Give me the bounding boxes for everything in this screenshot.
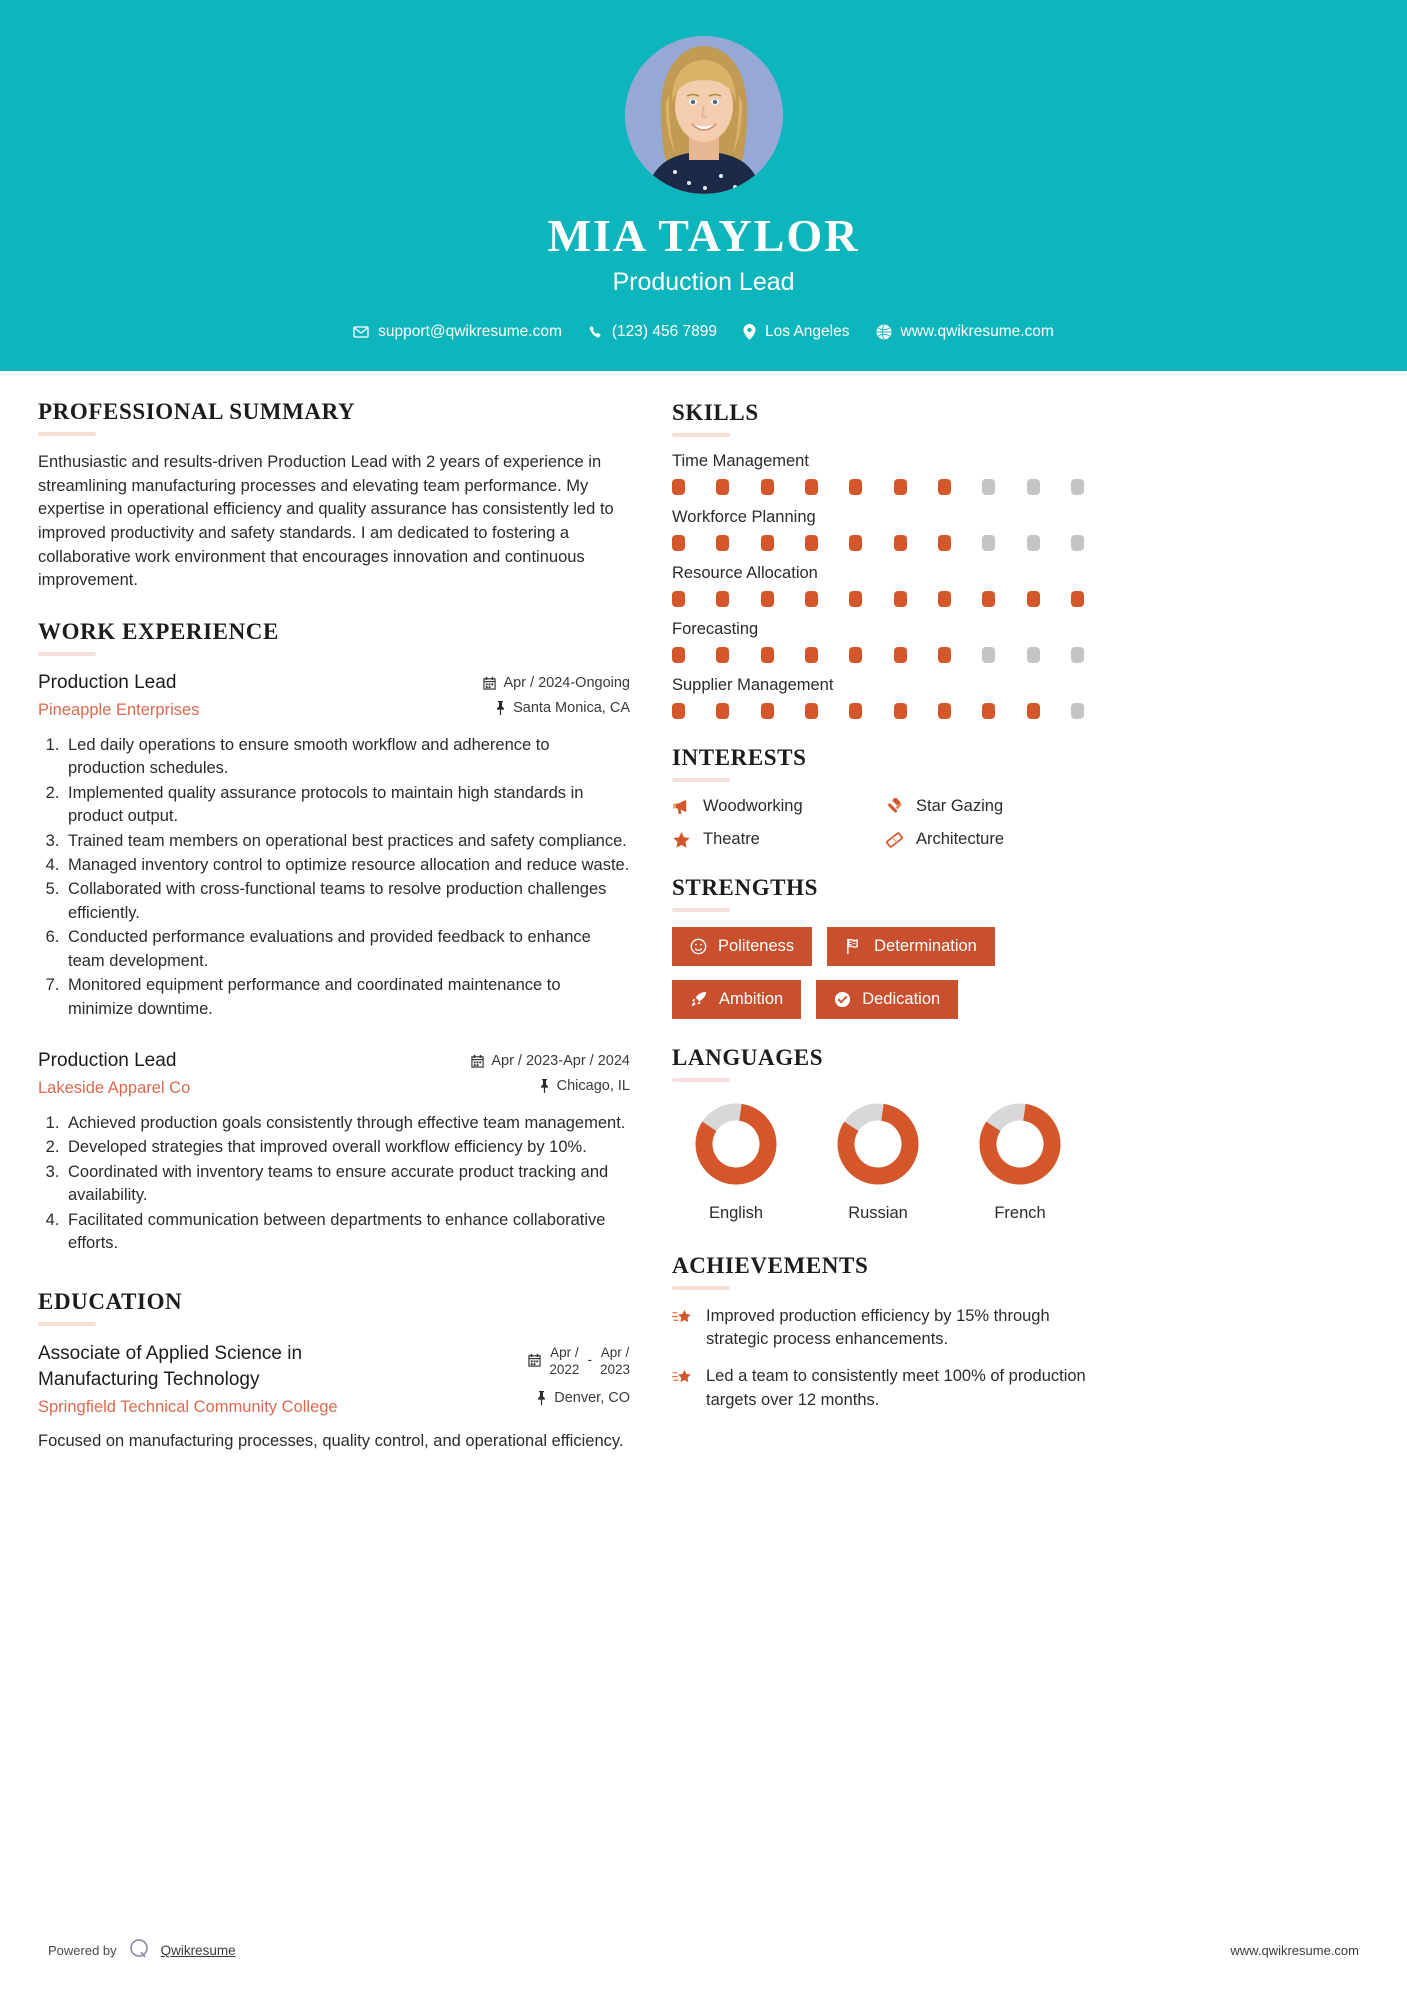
section-title-strengths: STRENGTHS: [672, 875, 819, 901]
strength-badge: [816, 980, 958, 1019]
interest-label: Architecture: [916, 830, 1005, 849]
section-divider: [38, 432, 96, 436]
contact-phone-text: (123) 456 7899: [611, 323, 718, 341]
skill-dot: [982, 535, 995, 551]
calendar-icon: [528, 1353, 541, 1371]
skill-label: Time Management: [672, 452, 809, 471]
skill-dot: [982, 479, 995, 495]
resume-body: [0, 371, 1407, 1917]
job-bullet: 2. Developed strategies that improved overall workflow efficiency by 10%.: [64, 1136, 630, 1159]
interest-item: [672, 797, 879, 816]
job-bullet: 3. Trained team members on operational best practices and safety compliance.: [64, 830, 630, 853]
achievement-text: Improved production efficiency by 15% through strategic process enhancements.: [706, 1307, 1050, 1349]
job-bullet: 3. Coordinated with inventory teams to ensure accurate product tracking and availability.: [64, 1161, 630, 1208]
strength-badge: [672, 927, 812, 966]
skill-dot: [938, 535, 951, 551]
section-strengths: [672, 875, 1092, 1019]
strength-label: Determination: [874, 937, 977, 956]
education-item: [38, 1341, 630, 1453]
job-bullet: 4. Facilitated communication between departments to enhance collaborative efforts.: [64, 1209, 630, 1256]
flag-icon: [845, 938, 863, 955]
skill-dot: [938, 703, 951, 719]
skill-dot: [716, 703, 729, 719]
left-column: [38, 399, 630, 1917]
location-pin-icon: [743, 324, 756, 340]
skill-dot: [894, 647, 907, 663]
skill-dot: [805, 479, 818, 495]
interest-label: Star Gazing: [916, 797, 1004, 816]
job-bullet: 2. Implemented quality assurance protocols to maintain high standards in product output.: [64, 782, 630, 829]
section-title-professional-summary: PROFESSIONAL SUMMARY: [38, 399, 356, 425]
skill-row: [672, 676, 1092, 719]
check-circle-icon: [834, 991, 851, 1008]
powered-by-label: Powered by: [48, 1943, 117, 1958]
footer-website[interactable]: www.qwikresume.com: [1230, 1943, 1359, 1958]
education-date-start: Apr / 2022: [549, 1345, 580, 1377]
section-divider: [672, 778, 730, 782]
language-donut-chart: [973, 1097, 1067, 1191]
education-location-text: Denver, CO: [554, 1390, 630, 1407]
section-skills: [672, 400, 1092, 719]
skill-label: Workforce Planning: [672, 508, 816, 527]
job-role: Production Lead: [38, 1049, 177, 1071]
skill-dot: [716, 479, 729, 495]
footer-powered-by: [48, 1937, 236, 1964]
section-divider: [38, 652, 96, 656]
contact-email[interactable]: [353, 323, 562, 341]
megaphone-icon: [672, 798, 691, 815]
skill-dot: [1071, 647, 1084, 663]
strength-label: Dedication: [862, 990, 941, 1009]
skill-rating: [672, 535, 1084, 551]
calendar-icon: [483, 676, 496, 690]
job-bullet: 5. Collaborated with cross-functional teams to resolve production challenges efficiently.: [64, 878, 630, 925]
contact-location-text: Los Angeles: [765, 323, 850, 341]
qwikresume-logo-icon: [127, 1937, 151, 1964]
section-work-experience: [38, 619, 630, 1256]
job-date-text: Apr / 2023-Apr / 2024: [491, 1052, 630, 1069]
education-date: [528, 1345, 630, 1378]
gavel-icon: [885, 798, 904, 816]
language-item: [672, 1097, 800, 1223]
skill-dot: [849, 535, 862, 551]
contact-phone[interactable]: [588, 323, 717, 341]
skill-dot: [672, 647, 685, 663]
page-title: MIA TAYLOR: [547, 210, 860, 261]
job-date: [440, 1053, 630, 1069]
skill-label: Resource Allocation: [672, 564, 818, 583]
job-location-text: Chicago, IL: [556, 1077, 630, 1094]
skill-dot: [849, 479, 862, 495]
job-company: Pineapple Enterprises: [38, 700, 200, 719]
ticket-icon: [885, 831, 904, 849]
skill-row: [672, 620, 1092, 663]
pushpin-icon: [539, 1079, 550, 1093]
skill-dot: [1071, 703, 1084, 719]
skill-dot: [672, 535, 685, 551]
skill-dot: [1027, 647, 1040, 663]
language-label: Russian: [848, 1204, 908, 1223]
skill-dot: [805, 591, 818, 607]
skill-dot: [672, 591, 685, 607]
right-column: [672, 399, 1092, 1917]
skill-dot: [938, 647, 951, 663]
section-title-work-experience: WORK EXPERIENCE: [38, 618, 279, 644]
education-description: Focused on manufacturing processes, quality control, and operational efficiency.: [38, 1431, 624, 1450]
footer-brand-link[interactable]: Qwikresume: [160, 1943, 236, 1958]
section-languages: [672, 1045, 1092, 1223]
avatar: [625, 36, 783, 194]
skill-dot: [1071, 591, 1084, 607]
achievement-text: Led a team to consistently meet 100% of production targets over 12 months.: [706, 1367, 1086, 1409]
education-degree: Associate of Applied Science in Manufacturing Technology: [38, 1343, 303, 1390]
job-date-text: Apr / 2024-Ongoing: [503, 674, 630, 691]
footer: [0, 1917, 1407, 1990]
section-title-interests: INTERESTS: [672, 745, 807, 771]
skill-label: Forecasting: [672, 620, 759, 639]
skill-dot: [761, 703, 774, 719]
shooting-star-icon: [672, 1365, 693, 1387]
skill-dot: [672, 479, 685, 495]
job-bullets: [64, 734, 630, 1021]
contact-website-text: www.qwikresume.com: [900, 323, 1054, 341]
contact-row: [0, 323, 1407, 341]
skill-label: Supplier Management: [672, 676, 834, 695]
calendar-icon: [471, 1054, 484, 1068]
education-school: Springfield Technical Community College: [38, 1397, 338, 1416]
skill-rating: [672, 703, 1084, 719]
interest-label: Woodworking: [703, 797, 803, 816]
skill-rating: [672, 479, 1084, 495]
languages-list: [672, 1097, 1084, 1223]
achievement-item: [672, 1305, 1092, 1351]
skill-dot: [894, 703, 907, 719]
skill-dot: [1027, 591, 1040, 607]
strength-badge: [672, 980, 801, 1019]
skill-dot: [894, 591, 907, 607]
skill-dot: [894, 479, 907, 495]
skill-dot: [805, 703, 818, 719]
skill-rating: [672, 647, 1084, 663]
interest-item: [672, 830, 879, 849]
skill-dot: [1027, 535, 1040, 551]
job-title: Production Lead: [612, 268, 795, 297]
job-date: [440, 675, 630, 691]
skill-dot: [1027, 479, 1040, 495]
section-title-education: EDUCATION: [38, 1289, 183, 1315]
rocket-icon: [690, 991, 708, 1008]
interests-list: [672, 797, 1092, 849]
skill-dot: [805, 535, 818, 551]
achievement-item: [672, 1365, 1092, 1411]
job-bullet: 1. Achieved production goals consistently through effective team management.: [64, 1112, 630, 1135]
language-donut-chart: [831, 1097, 925, 1191]
job-role: Production Lead: [38, 671, 177, 693]
pushpin-icon: [495, 701, 506, 715]
phone-icon: [588, 325, 603, 340]
skill-dot: [1071, 479, 1084, 495]
contact-email-text: support@qwikresume.com: [378, 323, 562, 341]
section-title-skills: SKILLS: [672, 400, 759, 426]
section-professional-summary: [38, 399, 630, 593]
job-company: Lakeside Apparel Co: [38, 1078, 191, 1097]
skills-list: [672, 452, 1092, 719]
envelope-icon: [353, 324, 369, 340]
education-location: [528, 1390, 630, 1406]
skill-dot: [849, 591, 862, 607]
strengths-list: [672, 927, 1092, 1019]
skill-dot: [982, 591, 995, 607]
skill-dot: [761, 591, 774, 607]
interest-label: Theatre: [703, 830, 760, 849]
skill-dot: [1071, 535, 1084, 551]
job-bullet: 4. Managed inventory control to optimize resource allocation and reduce waste.: [64, 854, 630, 877]
section-interests: [672, 745, 1092, 849]
strength-badge: [827, 927, 995, 966]
job-bullets: [64, 1112, 630, 1256]
smiley-icon: [690, 938, 707, 955]
skill-dot: [938, 591, 951, 607]
language-label: French: [994, 1204, 1046, 1223]
job-bullet: 7. Monitored equipment performance and coordinated maintenance to minimize downtime.: [64, 974, 630, 1021]
pushpin-icon: [536, 1391, 547, 1405]
interest-item: [885, 797, 1092, 816]
skill-dot: [1027, 703, 1040, 719]
skill-row: [672, 564, 1092, 607]
strength-label: Politeness: [718, 937, 795, 956]
skill-dot: [805, 647, 818, 663]
contact-website[interactable]: [876, 323, 1054, 341]
work-experience-item: [38, 1049, 630, 1256]
section-education: [38, 1289, 630, 1453]
skill-dot: [761, 479, 774, 495]
language-donut-chart: [689, 1097, 783, 1191]
language-item: [956, 1097, 1084, 1223]
job-location: [440, 700, 630, 716]
star-icon: [672, 831, 691, 849]
skill-dot: [938, 479, 951, 495]
professional-summary-text: Enthusiastic and results-driven Production Lead with 2 years of experience in streamlining manufacturing processes and elevating team performance. My expertise in operational efficiency and quality assurance has consistently led to improved productivity and safety standards. I am dedicated to fostering a collaborative work environment that encourages innovation and continuous improvement.: [38, 453, 614, 590]
section-title-achievements: ACHIEVEMENTS: [672, 1253, 869, 1279]
interest-item: [885, 830, 1092, 849]
section-title-languages: LANGUAGES: [672, 1045, 824, 1071]
skill-dot: [849, 647, 862, 663]
strength-label: Ambition: [719, 990, 784, 1009]
section-divider: [38, 1322, 96, 1326]
skill-rating: [672, 591, 1084, 607]
skill-row: [672, 508, 1092, 551]
section-divider: [672, 433, 730, 437]
globe-icon: [876, 324, 892, 340]
section-divider: [672, 1286, 730, 1290]
skill-row: [672, 452, 1092, 495]
date-separator: -: [587, 1352, 592, 1368]
skill-dot: [894, 535, 907, 551]
skill-dot: [982, 703, 995, 719]
section-achievements: [672, 1253, 1092, 1411]
profile-photo-icon: [625, 36, 783, 194]
job-location: [440, 1078, 630, 1094]
education-date-end: Apr / 2023: [599, 1345, 630, 1377]
work-experience-item: [38, 671, 630, 1021]
skill-dot: [672, 703, 685, 719]
contact-location[interactable]: [743, 323, 849, 341]
language-item: [814, 1097, 942, 1223]
skill-dot: [761, 647, 774, 663]
section-divider: [672, 1078, 730, 1082]
resume-header: [0, 0, 1407, 371]
skill-dot: [849, 703, 862, 719]
skill-dot: [761, 535, 774, 551]
skill-dot: [716, 647, 729, 663]
job-bullet: 1. Led daily operations to ensure smooth workflow and adherence to production schedules.: [64, 734, 630, 781]
skill-dot: [982, 647, 995, 663]
shooting-star-icon: [672, 1305, 693, 1327]
job-location-text: Santa Monica, CA: [513, 699, 630, 716]
skill-dot: [716, 591, 729, 607]
language-label: English: [708, 1204, 764, 1223]
job-bullet: 6. Conducted performance evaluations and provided feedback to enhance team development.: [64, 926, 630, 973]
skill-dot: [716, 535, 729, 551]
section-divider: [672, 908, 730, 912]
